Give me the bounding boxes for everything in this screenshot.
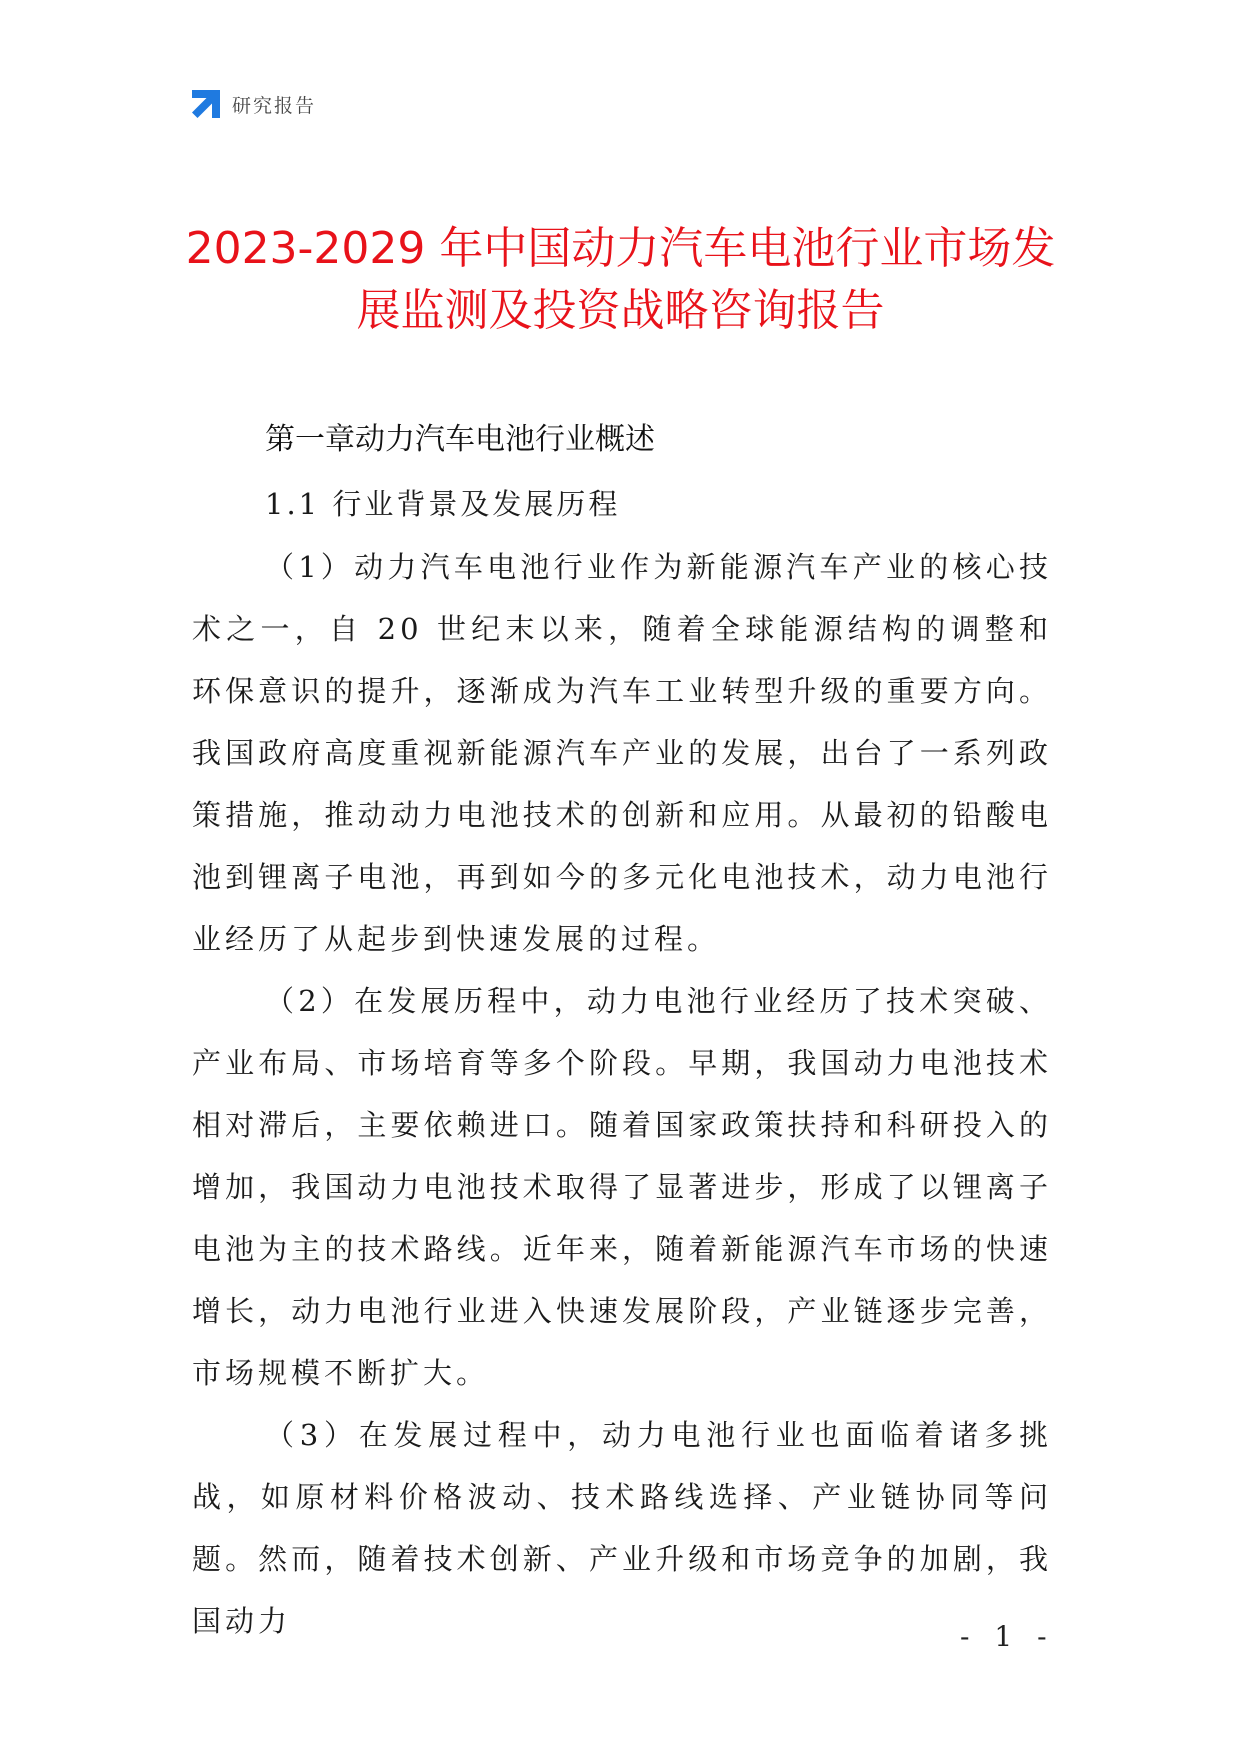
report-header [190,88,316,120]
report-title-line-2: 展监测及投资战略咨询报告 [356,285,885,336]
report-title-line-1: 2023-2029 年中国动力汽车电池行业市场发 [185,223,1056,274]
header-label: 研究报告 [232,94,317,117]
paragraph-3: （3）在发展过程中，动力电池行业也面临着诸多挑战，如原材料价格波动、技术路线选择、产业链协同等问题。然而，随着技术创新、产业升级和市场竞争的加剧，我国动力 [192,1418,1052,1638]
page-number: - 1 - [960,1620,1055,1653]
report-title [150,218,1091,342]
arrow-up-right-icon [190,88,222,120]
section-heading: 1.1 行业背景及发展历程 [265,487,621,521]
chapter-heading: 第一章动力汽车电池行业概述 [265,422,655,457]
paragraph-2: （2）在发展历程中，动力电池行业经历了技术突破、产业布局、市场培育等多个阶段。早期，我国动力电池技术相对滞后，主要依赖进口。随着国家政策扶持和科研投入的增加，我国动力电池技术取得了显著进步，形成了以锂离子电池为主的技术路线。近年来，随着新能源汽车市场的快速增长，动力电池行业进入快速发展阶段，产业链逐步完善，市场规模不断扩大。 [192,984,1052,1390]
report-body [192,418,1052,1652]
paragraph-1: （1）动力汽车电池行业作为新能源汽车产业的核心技术之一，自 20 世纪末以来，随着全球能源结构的调整和环保意识的提升，逐渐成为汽车工业转型升级的重要方向。我国政府高度重视新能源汽车产业的发展，出台了一系列政策措施，推动动力电池技术的创新和应用。从最初的铅酸电池到锂离子电池，再到如今的多元化电池技术，动力电池行业经历了从起步到快速发展的过程。 [192,550,1052,956]
